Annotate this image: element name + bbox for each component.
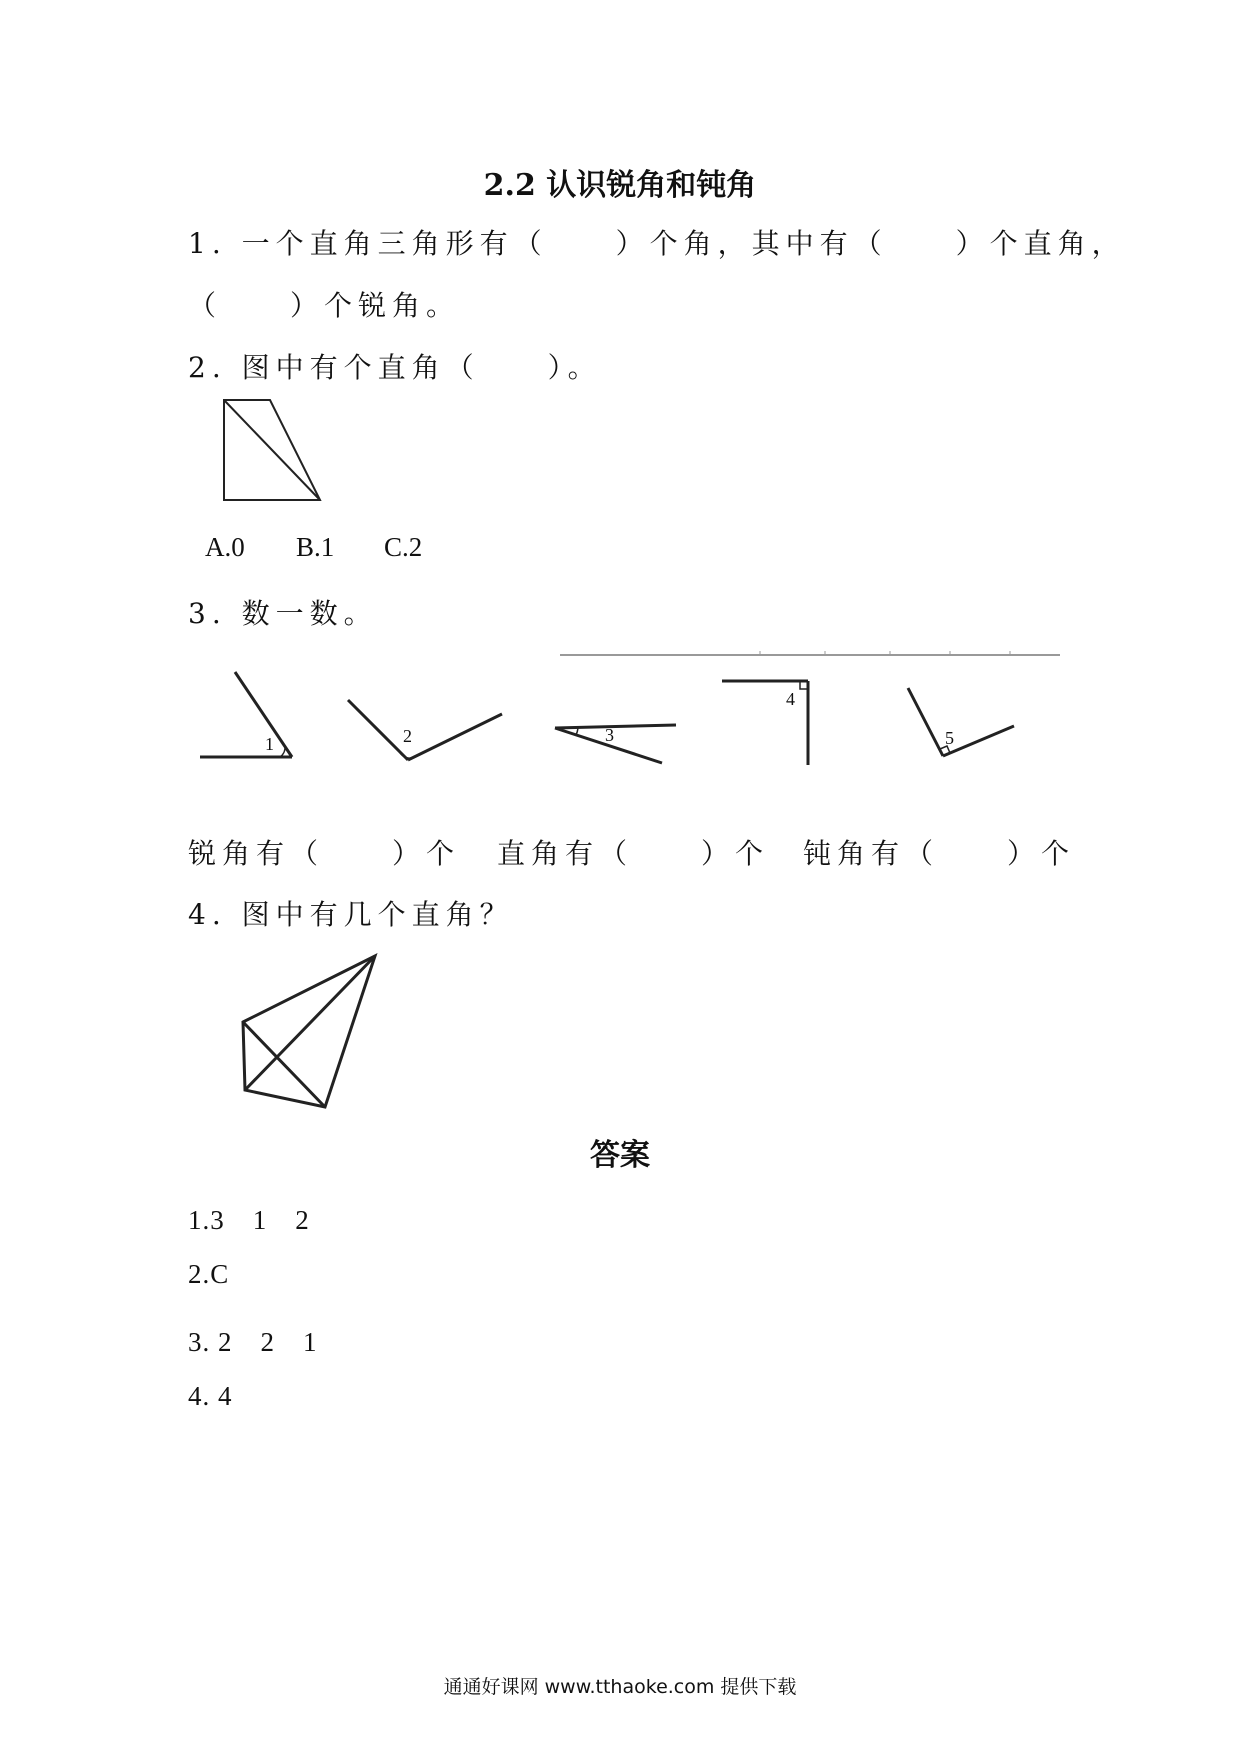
- answer-2: 2.C: [188, 1259, 230, 1289]
- question-1-line-2: （ ）个锐角。: [188, 289, 461, 322]
- obtuse-count-blank: 钝角有（ ）个: [803, 837, 1076, 870]
- answer-3: 3. 2 2 1: [188, 1327, 318, 1357]
- answer-4: 4. 4: [188, 1381, 233, 1411]
- question-1-line-1: 1. 一个直角三角形有（ ）个角，其中有（ ）个直角，: [188, 227, 1126, 260]
- option-b: B.1: [296, 532, 335, 562]
- q2-trapezoid-figure: [224, 400, 320, 500]
- answer-1: 1.3 1 2: [188, 1205, 310, 1235]
- angle-4-label: 4: [786, 689, 795, 709]
- right-count-blank: 直角有（ ）个: [497, 837, 770, 870]
- angle-3-label: 3: [605, 725, 614, 745]
- page-title: 2.2 认识锐角和钝角: [483, 168, 757, 203]
- question-3-prompt: 3. 数一数。: [188, 597, 378, 630]
- angle-3: [555, 725, 676, 763]
- angle-5-label: 5: [945, 728, 954, 748]
- question-2-prompt: 2. 图中有个直角（ ）。: [188, 351, 602, 384]
- option-c: C.2: [384, 532, 423, 562]
- angle-2: [348, 700, 502, 760]
- angle-5: [908, 688, 1014, 756]
- option-a: A.0: [205, 532, 245, 562]
- angle-2-label: 2: [403, 726, 412, 746]
- answers-title: 答案: [590, 1138, 650, 1173]
- acute-count-blank: 锐角有（ ）个: [188, 837, 461, 870]
- q3-ruler: [560, 651, 1060, 655]
- q4-quadrilateral-figure: [243, 956, 375, 1107]
- question-4-prompt: 4. 图中有几个直角？: [188, 898, 514, 931]
- footer-credit: 通通好课网 www.tthaoke.com 提供下载: [443, 1676, 797, 1698]
- angle-1: [200, 672, 292, 757]
- angle-1-label: 1: [265, 734, 274, 754]
- angle-4: [722, 681, 808, 765]
